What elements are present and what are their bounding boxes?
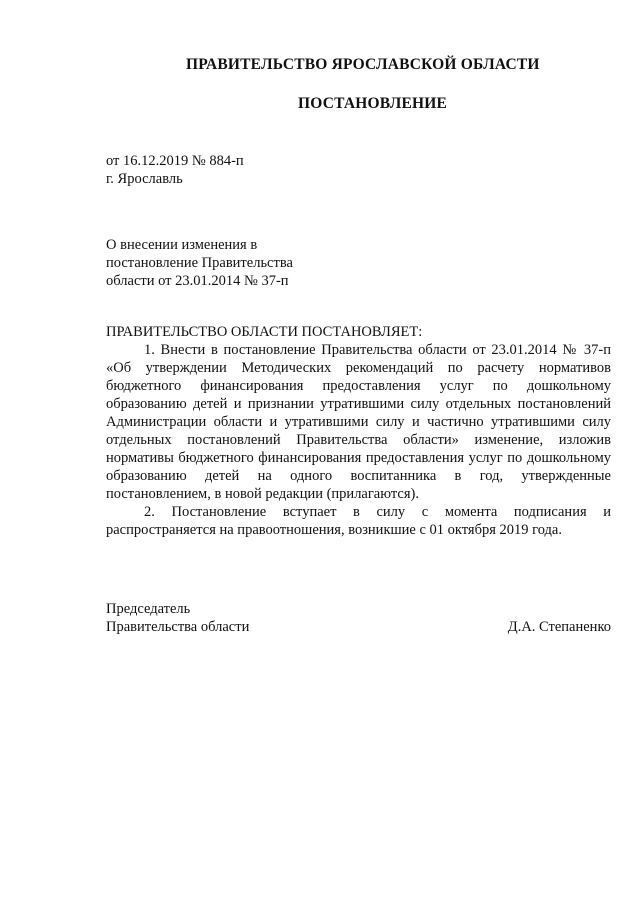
government-title: ПРАВИТЕЛЬСТВО ЯРОСЛАВСКОЙ ОБЛАСТИ [186, 56, 540, 73]
subject-line: постановление Правительства [106, 255, 293, 271]
subject-line: О внесении изменения в [106, 237, 258, 253]
signatory-position: Правительства области [106, 619, 250, 635]
decree-heading: ПРАВИТЕЛЬСТВО ОБЛАСТИ ПОСТАНОВЛЯЕТ: [106, 324, 423, 340]
body-text [106, 341, 611, 539]
city: г. Ярославль [106, 171, 183, 187]
subject-line: области от 23.01.2014 № 37-п [106, 273, 289, 289]
document-type-title: ПОСТАНОВЛЕНИЕ [298, 95, 448, 112]
date-and-number: от 16.12.2019 № 884-п [106, 153, 244, 169]
signatory-name: Д.А. Степаненко [507, 619, 611, 635]
subject-block [106, 236, 293, 290]
signatory-position: Председатель [106, 601, 191, 617]
paragraph-item-1: 1. Внести в постановление Правительства области от 23.01.2014 № 37-п «Об утверждении Методических рекомендаций по расчету нормативов бюджетного финансирования предоставления услуг по дошкольному образованию детей и признании утратившими силу отдельных постановлений Администрации области и утратившими силу и частично утратившими силу отдельных постановлений Правительства области» изменение, изложив нормативы бюджетного финансирования предоставления услуг по дошкольному образованию детей на одного воспитанника в год, утвержденные постановлением, в новой редакции (прилагаются). [106, 342, 611, 502]
signature-block [106, 600, 611, 636]
paragraph-item-2: 2. Постановление вступает в силу с момента подписания и распространяется на правоотношения, возникшие с 01 октября 2019 года. [106, 504, 611, 538]
